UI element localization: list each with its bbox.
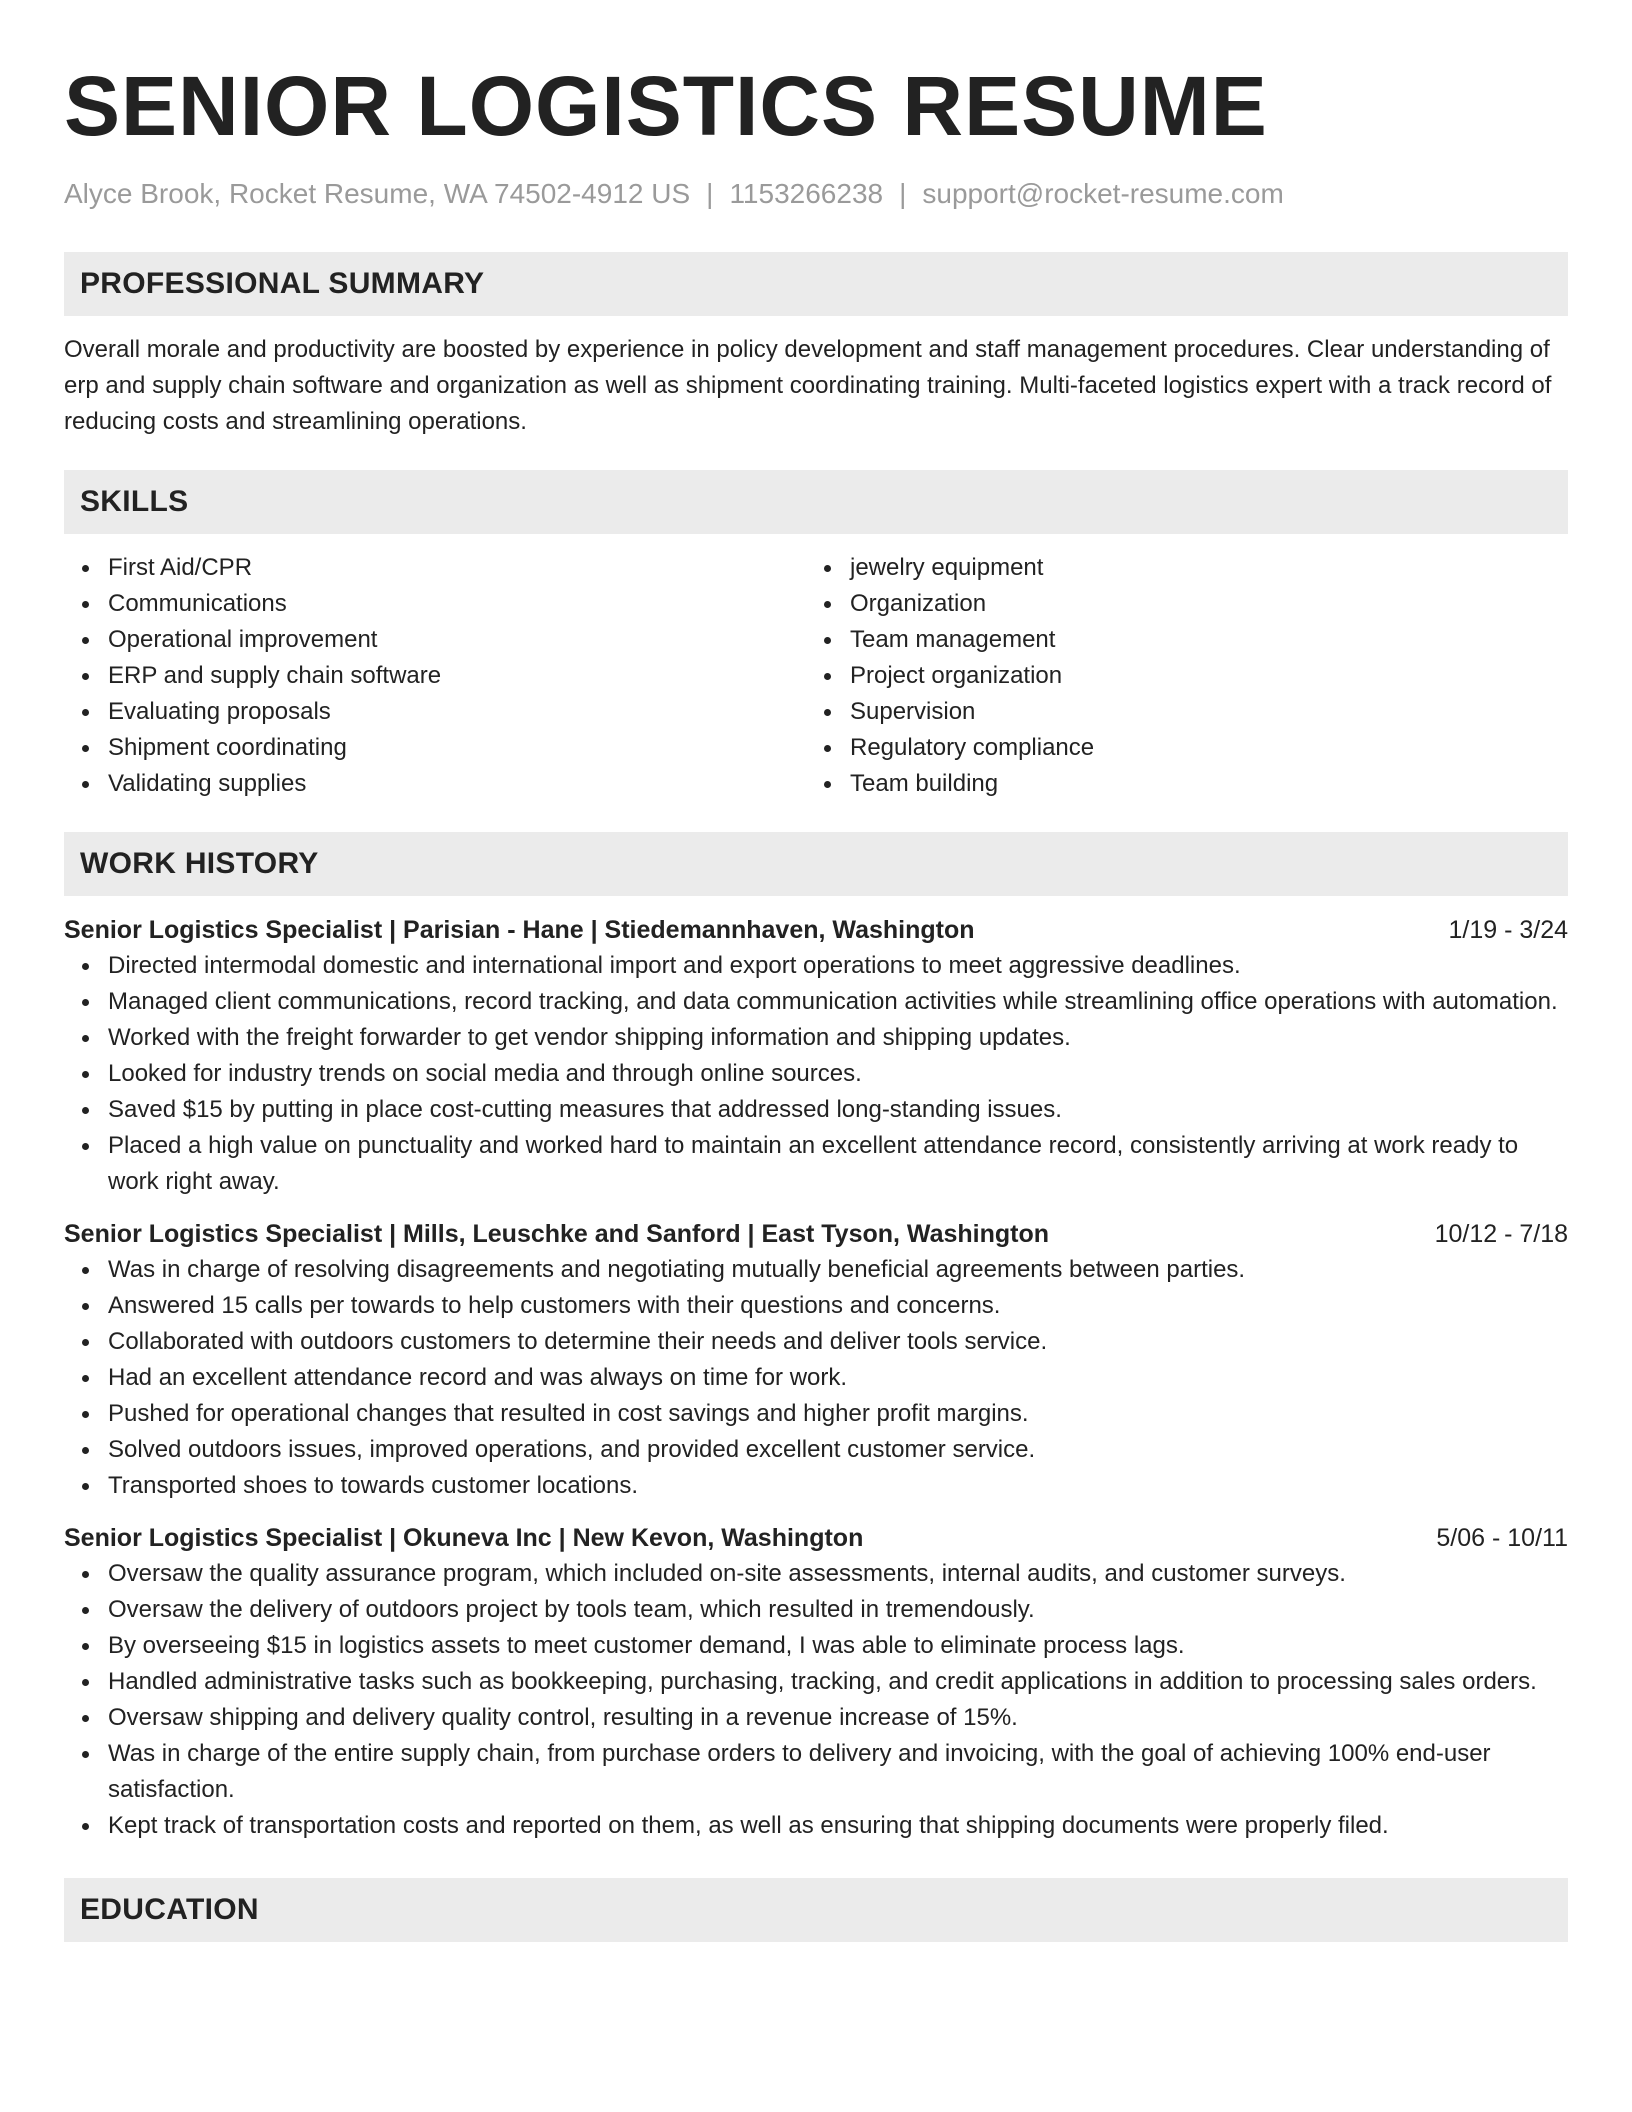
job-dates: 1/19 - 3/24 xyxy=(1448,916,1568,944)
skill-item: First Aid/CPR xyxy=(64,550,806,586)
contact-line xyxy=(64,176,1568,212)
section-header-skills: SKILLS xyxy=(64,470,1568,534)
job-entry xyxy=(64,1216,1568,1504)
skill-item: Evaluating proposals xyxy=(64,694,806,730)
job-bullets xyxy=(64,948,1568,1200)
skill-item: Communications xyxy=(64,586,806,622)
job-bullet: Collaborated with outdoors customers to determine their needs and deliver tools service. xyxy=(64,1324,1568,1360)
job-bullet: Placed a high value on punctuality and worked hard to maintain an excellent attendance record, consistently arriving at work ready to work right away. xyxy=(64,1128,1568,1200)
contact-phone: 1153266238 xyxy=(729,178,884,209)
skill-item: Supervision xyxy=(806,694,1548,730)
resume-title: SENIOR LOGISTICS RESUME xyxy=(64,59,1268,153)
job-bullet: Worked with the freight forwarder to get vendor shipping information and shipping updates. xyxy=(64,1020,1568,1056)
skill-item: Team building xyxy=(806,766,1548,802)
job-bullet: Solved outdoors issues, improved operations, and provided excellent customer service. xyxy=(64,1432,1568,1468)
skill-item: Organization xyxy=(806,586,1548,622)
skill-item: Regulatory compliance xyxy=(806,730,1548,766)
job-bullet: Managed client communications, record tracking, and data communication activities while streamlining office operations with automation. xyxy=(64,984,1568,1020)
job-bullets xyxy=(64,1556,1568,1844)
job-bullet: Was in charge of resolving disagreements and negotiating mutually beneficial agreements between parties. xyxy=(64,1252,1568,1288)
section-header-education: EDUCATION xyxy=(64,1878,1568,1942)
job-header xyxy=(64,1520,1568,1556)
contact-email: support@rocket-resume.com xyxy=(922,178,1284,209)
section-header-work-history: WORK HISTORY xyxy=(64,832,1568,896)
skill-item: Shipment coordinating xyxy=(64,730,806,766)
contact-separator: | xyxy=(899,178,907,209)
contact-separator: | xyxy=(706,178,714,209)
job-bullet: Pushed for operational changes that resulted in cost savings and higher profit margins. xyxy=(64,1396,1568,1432)
job-bullet: Oversaw the delivery of outdoors project by tools team, which resulted in tremendously. xyxy=(64,1592,1568,1628)
resume-page xyxy=(64,0,1568,1942)
job-title: Senior Logistics Specialist | Mills, Leuschke and Sanford | East Tyson, Washington xyxy=(64,1220,1050,1248)
job-entry xyxy=(64,912,1568,1200)
job-bullet: Answered 15 calls per towards to help customers with their questions and concerns. xyxy=(64,1288,1568,1324)
job-bullet: By overseeing $15 in logistics assets to meet customer demand, I was able to eliminate process lags. xyxy=(64,1628,1568,1664)
job-bullet: Transported shoes to towards customer locations. xyxy=(64,1468,1568,1504)
skill-item: Project organization xyxy=(806,658,1548,694)
job-title: Senior Logistics Specialist | Okuneva Inc | New Kevon, Washington xyxy=(64,1524,864,1552)
skill-item: Validating supplies xyxy=(64,766,806,802)
skills-column-right xyxy=(806,550,1548,802)
skill-item: Operational improvement xyxy=(64,622,806,658)
job-bullet: Looked for industry trends on social media and through online sources. xyxy=(64,1056,1568,1092)
job-entry xyxy=(64,1520,1568,1844)
skills-column-left xyxy=(64,550,806,802)
section-header-summary: PROFESSIONAL SUMMARY xyxy=(64,252,1568,316)
skills-list xyxy=(64,550,1568,802)
job-header xyxy=(64,1216,1568,1252)
job-bullet: Had an excellent attendance record and was always on time for work. xyxy=(64,1360,1568,1396)
summary-text: Overall morale and productivity are boosted by experience in policy development and staff management procedures. Clear understanding of erp and supply chain software and organization as well as shipment coordinating training. Multi-faceted logistics expert with a track record of reducing costs and streamlining operations. xyxy=(64,336,1552,435)
job-bullet: Oversaw shipping and delivery quality control, resulting in a revenue increase of 15%. xyxy=(64,1700,1568,1736)
skill-item: ERP and supply chain software xyxy=(64,658,806,694)
skill-item: jewelry equipment xyxy=(806,550,1548,586)
job-bullets xyxy=(64,1252,1568,1504)
job-dates: 5/06 - 10/11 xyxy=(1436,1524,1568,1552)
job-header xyxy=(64,912,1568,948)
job-title: Senior Logistics Specialist | Parisian - Hane | Stiedemannhaven, Washington xyxy=(64,916,975,944)
job-bullet: Handled administrative tasks such as bookkeeping, purchasing, tracking, and credit applications in addition to processing sales orders. xyxy=(64,1664,1568,1700)
job-bullet: Kept track of transportation costs and reported on them, as well as ensuring that shipping documents were properly filed. xyxy=(64,1808,1568,1844)
job-bullet: Oversaw the quality assurance program, which included on-site assessments, internal audits, and customer surveys. xyxy=(64,1556,1568,1592)
skill-item: Team management xyxy=(806,622,1548,658)
job-bullet: Was in charge of the entire supply chain, from purchase orders to delivery and invoicing, with the goal of achieving 100% end-user satisfaction. xyxy=(64,1736,1568,1808)
job-dates: 10/12 - 7/18 xyxy=(1434,1220,1568,1248)
job-bullet: Directed intermodal domestic and international import and export operations to meet aggressive deadlines. xyxy=(64,948,1568,984)
job-bullet: Saved $15 by putting in place cost-cutting measures that addressed long-standing issues. xyxy=(64,1092,1568,1128)
contact-address: Alyce Brook, Rocket Resume, WA 74502-4912 US xyxy=(64,178,691,209)
